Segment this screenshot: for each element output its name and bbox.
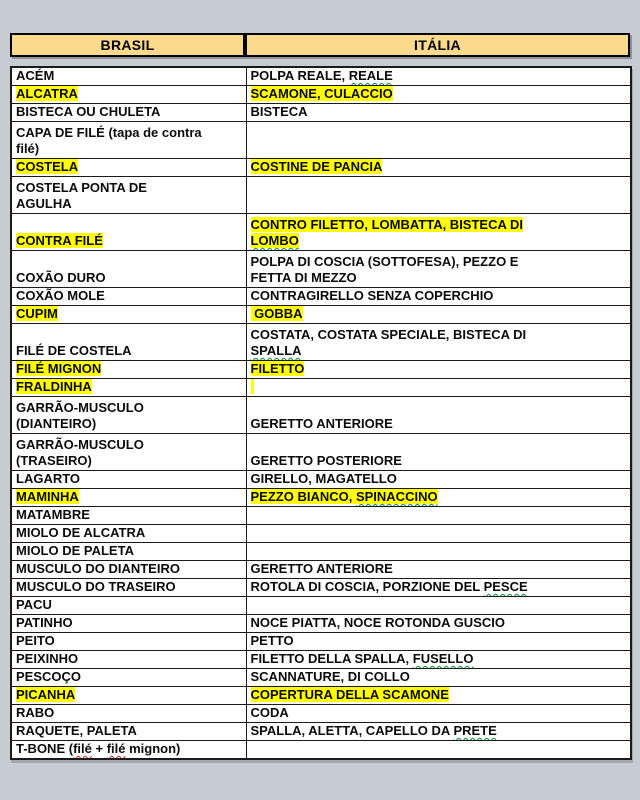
cell-text: FILETTO <box>250 361 305 376</box>
cell-text: GERETTO ANTERIORE <box>250 561 393 576</box>
table-header-row <box>10 33 630 57</box>
cell-text: POLPA REALE, <box>250 68 349 83</box>
cell-text: SPALLA <box>250 343 302 358</box>
cell-text: filé) <box>16 141 40 156</box>
cell-brasil <box>11 397 246 434</box>
cell-text: LOMBO <box>250 233 299 248</box>
table-row <box>11 306 631 324</box>
table-row <box>11 214 631 251</box>
cell-text: COSTELA <box>16 159 79 174</box>
cell-text: GIRELLO, MAGATELLO <box>250 471 397 486</box>
cell-text: + <box>91 741 107 756</box>
table-row <box>11 579 631 597</box>
table-row <box>11 361 631 379</box>
table-row <box>11 525 631 543</box>
cell-text: SPALLA, ALETTA, CAPELLO DA <box>250 723 454 738</box>
table-row <box>11 288 631 306</box>
header-cell-italia: ITÁLIA <box>245 33 630 57</box>
cell-italia <box>246 214 631 251</box>
cell-brasil <box>11 651 246 669</box>
cell-text: FILÉ MIGNON <box>16 361 102 376</box>
cell-text: RAQUETE, PALETA <box>16 723 137 738</box>
cell-text: MIOLO DE PALETA <box>16 543 134 558</box>
cell-brasil <box>11 324 246 361</box>
cell-italia <box>246 86 631 104</box>
cell-text: SCANNATURE, DI COLLO <box>250 669 410 684</box>
table-row <box>11 597 631 615</box>
cell-text: SPINACCINO <box>355 489 438 504</box>
cell-brasil <box>11 741 246 760</box>
cell-italia <box>246 177 631 214</box>
table-row <box>11 434 631 471</box>
cell-text: MUSCULO DO DIANTEIRO <box>16 561 180 576</box>
cell-text: PACU <box>16 597 52 612</box>
table-row <box>11 669 631 687</box>
cell-text: FRALDINHA <box>16 379 92 394</box>
cell-text: PEZZO BIANCO, <box>250 489 356 504</box>
cell-brasil <box>11 507 246 525</box>
cell-brasil <box>11 525 246 543</box>
cell-text: SCAMONE, CULACCIO <box>250 86 393 101</box>
cell-brasil <box>11 159 246 177</box>
cell-brasil <box>11 361 246 379</box>
cell-text: PESCOÇO <box>16 669 82 684</box>
table-row <box>11 251 631 288</box>
cell-italia <box>246 579 631 597</box>
cell-brasil <box>11 543 246 561</box>
cell-italia <box>246 723 631 741</box>
header-cell-brasil: BRASIL <box>10 33 245 57</box>
cell-text: MATAMBRE <box>16 507 90 522</box>
cell-brasil <box>11 471 246 489</box>
cell-brasil <box>11 177 246 214</box>
cell-text: CONTRO FILETTO, LOMBATTA, BISTECA DI <box>250 217 523 232</box>
cell-italia <box>246 122 631 159</box>
table-row <box>11 651 631 669</box>
table-row <box>11 379 631 397</box>
cell-italia <box>246 471 631 489</box>
cell-italia <box>246 434 631 471</box>
table-row <box>11 489 631 507</box>
cell-brasil <box>11 122 246 159</box>
cell-text: GERETTO POSTERIORE <box>250 453 402 468</box>
cell-text: filé <box>106 741 126 756</box>
cell-text: FUSELLO <box>412 651 474 666</box>
cell-text <box>251 379 255 394</box>
cell-text: COXÃO MOLE <box>16 288 105 303</box>
cell-italia <box>246 705 631 723</box>
cell-text: COXÃO DURO <box>16 270 106 285</box>
table-row <box>11 561 631 579</box>
cell-italia <box>246 379 631 397</box>
cell-brasil <box>11 561 246 579</box>
cell-italia <box>246 159 631 177</box>
table-row <box>11 615 631 633</box>
cell-text: filé <box>73 741 92 756</box>
cell-italia <box>246 633 631 651</box>
cell-italia <box>246 525 631 543</box>
cell-italia <box>246 67 631 86</box>
cell-text: PEIXINHO <box>16 651 79 666</box>
table-row <box>11 507 631 525</box>
cell-brasil <box>11 288 246 306</box>
table-row <box>11 324 631 361</box>
cell-brasil <box>11 67 246 86</box>
cell-text: COSTATA, COSTATA SPECIALE, BISTECA DI <box>250 327 527 342</box>
cuts-comparison-table <box>10 66 632 760</box>
cell-text: PRETE <box>453 723 497 738</box>
cell-text: CONTRA FILÉ <box>16 233 103 248</box>
cell-text: CUPIM <box>16 306 58 321</box>
cell-text: NOCE PIATTA, NOCE ROTONDA GUSCIO <box>250 615 505 630</box>
cell-text: RABO <box>16 705 55 720</box>
cell-text: PETTO <box>250 633 294 648</box>
cell-brasil <box>11 489 246 507</box>
cell-text: T-BONE ( <box>16 741 74 756</box>
table-row <box>11 159 631 177</box>
cell-text: COSTINE DE PANCIA <box>250 159 383 174</box>
cell-text: BISTECA <box>250 104 308 119</box>
table-body <box>11 67 631 759</box>
cell-text: PESCE <box>483 579 528 594</box>
cell-italia <box>246 741 631 760</box>
cell-brasil <box>11 306 246 324</box>
cell-brasil <box>11 705 246 723</box>
cell-text: ACÉM <box>16 68 55 83</box>
table-row <box>11 397 631 434</box>
table-row <box>11 122 631 159</box>
cell-text: FILETTO DELLA SPALLA, <box>250 651 413 666</box>
cell-italia <box>246 561 631 579</box>
cell-brasil <box>11 86 246 104</box>
table-row <box>11 67 631 86</box>
table-row <box>11 741 631 760</box>
cell-brasil <box>11 251 246 288</box>
cell-text: PICANHA <box>16 687 76 702</box>
cell-text: MAMINHA <box>16 489 79 504</box>
table-row <box>11 723 631 741</box>
cell-text: COPERTURA DELLA SCAMONE <box>250 687 449 702</box>
cell-brasil <box>11 723 246 741</box>
cell-text: CAPA DE FILÉ (tapa de contra <box>16 125 202 140</box>
cell-italia <box>246 543 631 561</box>
table-row <box>11 633 631 651</box>
cell-text: FILÉ DE COSTELA <box>16 343 132 358</box>
cell-brasil <box>11 379 246 397</box>
cell-text: GERETTO ANTERIORE <box>250 416 393 431</box>
cell-text: (TRASEIRO) <box>16 453 92 468</box>
cell-text: CODA <box>250 705 289 720</box>
table-row <box>11 705 631 723</box>
cell-text: (DIANTEIRO) <box>16 416 97 431</box>
cell-italia <box>246 397 631 434</box>
cell-italia <box>246 104 631 122</box>
cell-text: REALE <box>348 68 393 83</box>
cell-text: BISTECA OU CHULETA <box>16 104 161 119</box>
cell-text: mignon) <box>125 741 181 756</box>
cell-italia <box>246 597 631 615</box>
cell-italia <box>246 615 631 633</box>
cell-brasil <box>11 579 246 597</box>
cell-brasil <box>11 597 246 615</box>
cell-italia <box>246 669 631 687</box>
cell-text: FETTA DI MEZZO <box>250 270 357 285</box>
cell-text: ALCATRA <box>16 86 78 101</box>
cell-text: MUSCULO DO TRASEIRO <box>16 579 176 594</box>
cell-brasil <box>11 214 246 251</box>
table-row <box>11 687 631 705</box>
cell-italia <box>246 306 631 324</box>
cell-brasil <box>11 615 246 633</box>
cell-italia <box>246 507 631 525</box>
cell-brasil <box>11 669 246 687</box>
cell-brasil <box>11 104 246 122</box>
cell-text: AGULHA <box>16 196 72 211</box>
cell-text: GOBBA <box>250 306 303 321</box>
cell-italia <box>246 251 631 288</box>
cell-brasil <box>11 434 246 471</box>
cell-text: LAGARTO <box>16 471 81 486</box>
cell-italia <box>246 324 631 361</box>
cell-italia <box>246 361 631 379</box>
cell-brasil <box>11 633 246 651</box>
cell-italia <box>246 651 631 669</box>
cell-text: PATINHO <box>16 615 73 630</box>
cell-italia <box>246 687 631 705</box>
table-row <box>11 543 631 561</box>
cell-text: ROTOLA DI COSCIA, PORZIONE DEL <box>250 579 484 594</box>
table-row <box>11 104 631 122</box>
cell-brasil <box>11 687 246 705</box>
cell-text: PEITO <box>16 633 55 648</box>
table-row <box>11 86 631 104</box>
cell-italia <box>246 288 631 306</box>
cell-italia <box>246 489 631 507</box>
cell-text: GARRÃO-MUSCULO <box>16 437 144 452</box>
table-row <box>11 471 631 489</box>
cell-text: CONTRAGIRELLO SENZA COPERCHIO <box>250 288 494 303</box>
cell-text: POLPA DI COSCIA (SOTTOFESA), PEZZO E <box>250 254 519 269</box>
cell-text: COSTELA PONTA DE <box>16 180 147 195</box>
cell-text: GARRÃO-MUSCULO <box>16 400 144 415</box>
cell-text: MIOLO DE ALCATRA <box>16 525 146 540</box>
table-row <box>11 177 631 214</box>
